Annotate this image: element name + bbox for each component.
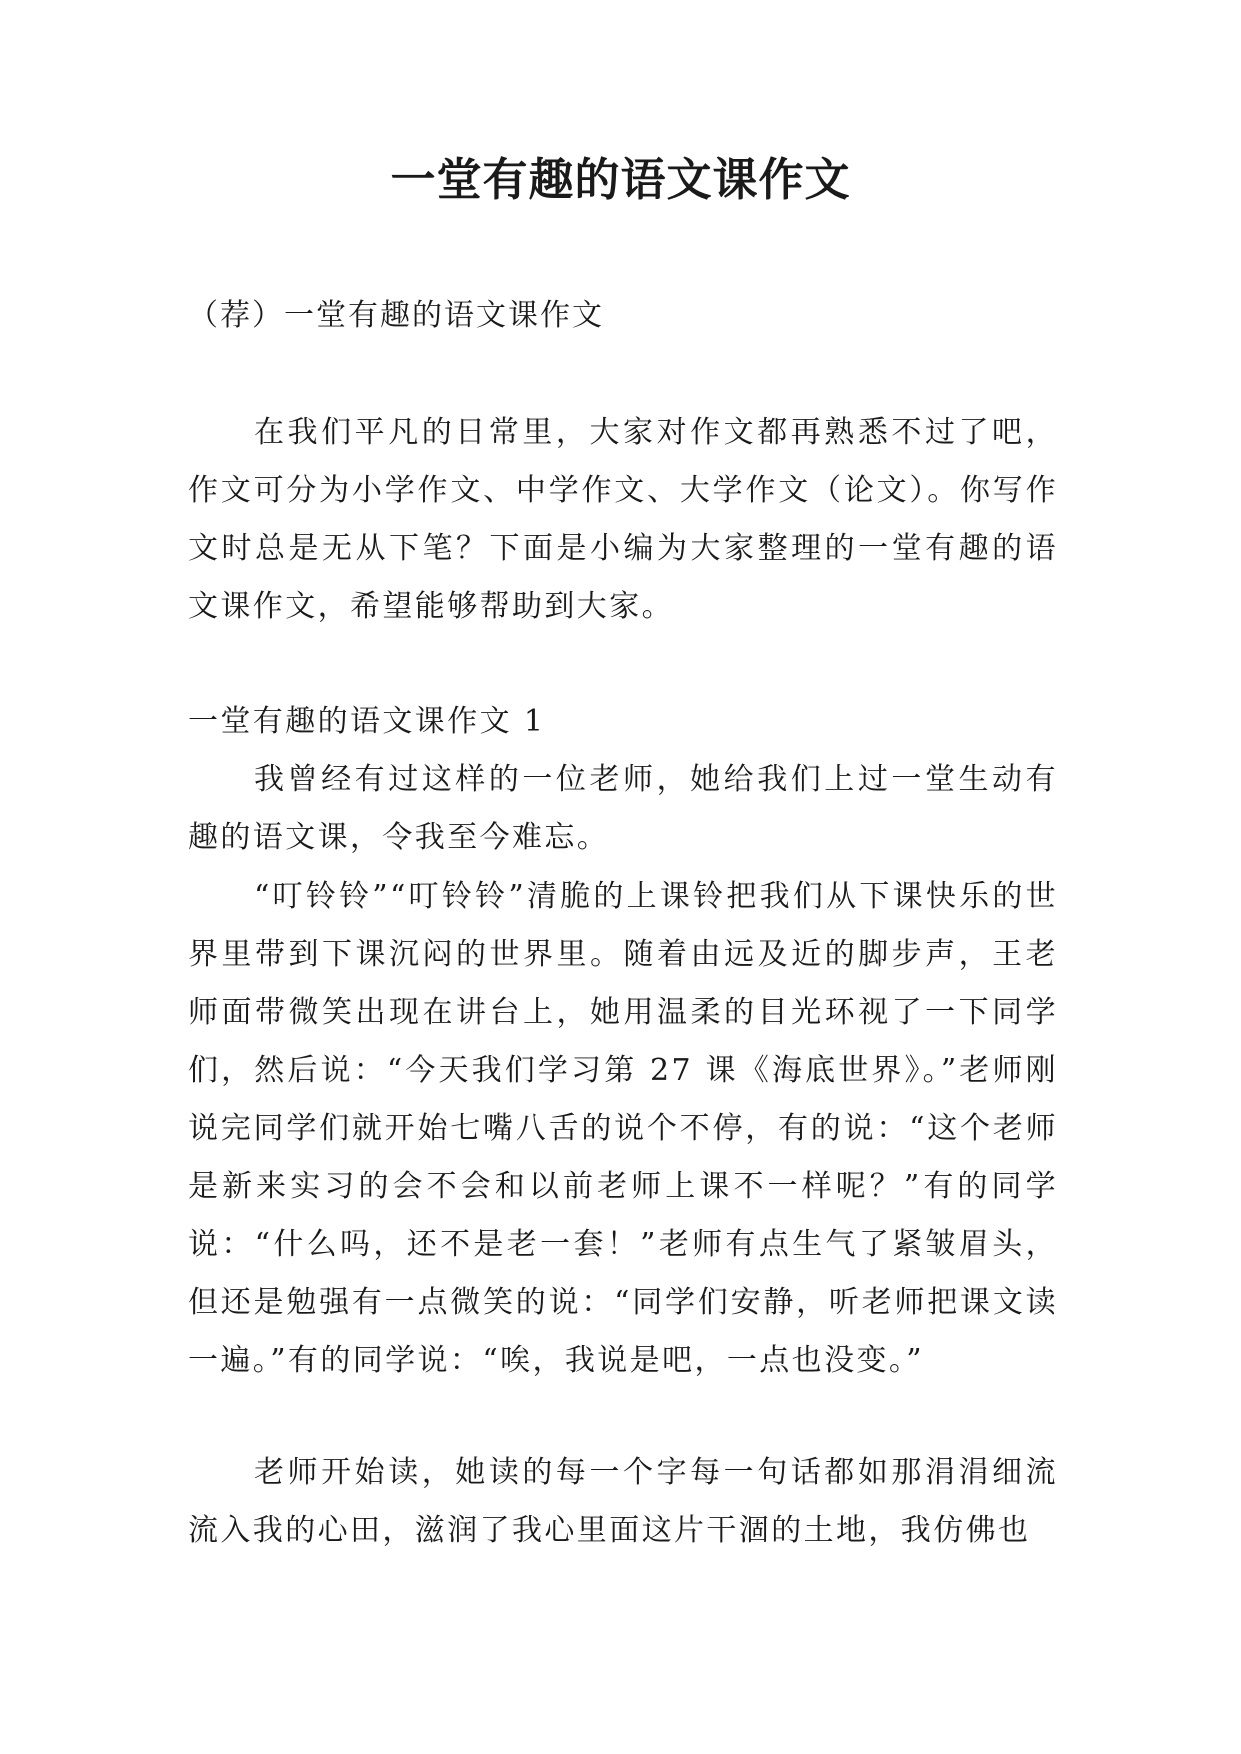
section-heading: 一堂有趣的语文课作文 1 — [188, 704, 546, 739]
body-paragraph: 老师开始读，她读的每一个字每一句话都如那涓涓细流流入我的心田，滋润了我心里面这片干涸的土地，我仿佛也 — [188, 1455, 1058, 1548]
intro-paragraph: 在我们平凡的日常里，大家对作文都再熟悉不过了吧，作文可分为小学作文、中学作文、大学作文（论文）。你写作文时总是无从下笔？下面是小编为大家整理的一堂有趣的语文课作文，希望能够帮助到大家。 — [188, 415, 1058, 624]
body-paragraph: “叮铃铃”“叮铃铃”清脆的上课铃把我们从下课快乐的世界里带到下课沉闷的世界里。随着由远及近的脚步声，王老师面带微笑出现在讲台上，她用温柔的目光环视了一下同学们，然后说：“今天我们学习第 27 课《海底世界》。”老师刚说完同学们就开始七嘴八舌的说个不停，有的说：“这个老师是新来实习的会不会和以前老师上课不一样呢？”有的同学说：“什么吗，还不是老一套！”老师有点生气了紧皱眉头，但还是勉强有一点微笑的说：“同学们安静，听老师把课文读一遍。”有的同学说：“唉，我说是吧，一点也没变。” — [188, 879, 1058, 1378]
document-subtitle: （荐）一堂有趣的语文课作文 — [188, 298, 604, 333]
body-paragraph: 我曾经有过这样的一位老师，她给我们上过一堂生动有趣的语文课，令我至今难忘。 — [188, 762, 1058, 855]
document-title: 一堂有趣的语文课作文 — [390, 153, 851, 206]
